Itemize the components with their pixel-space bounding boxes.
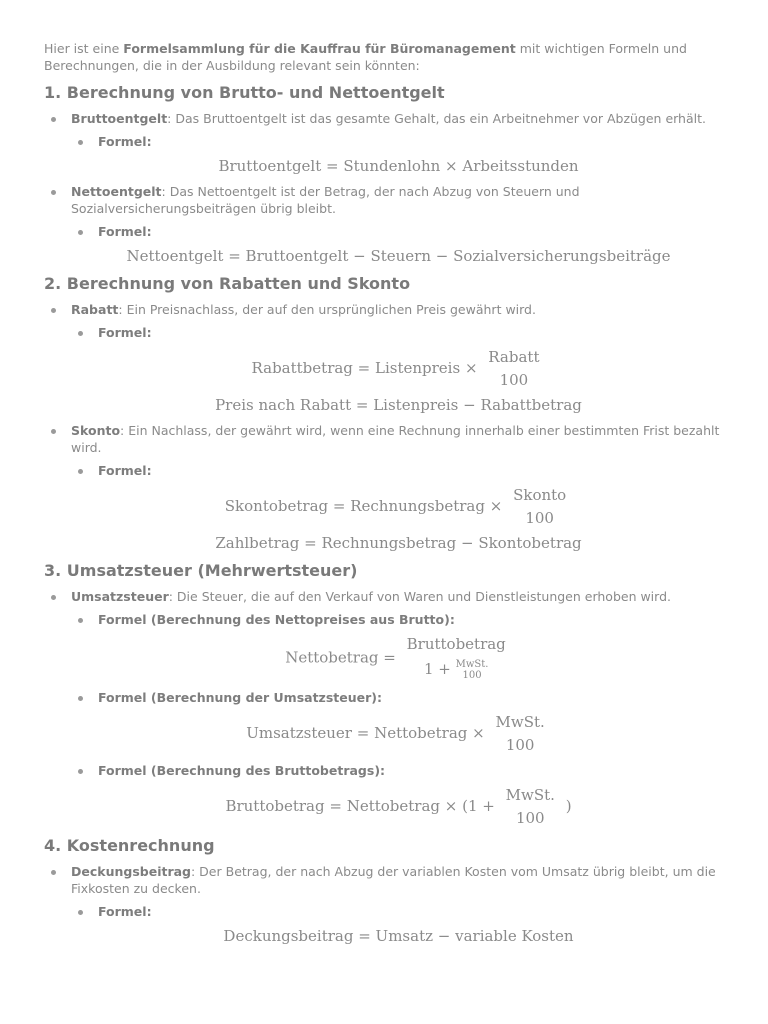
desc-rabatt: : Ein Preisnachlass, der auf den ursprünglichen Preis gewährt wird. bbox=[118, 302, 536, 317]
denominator: 100 bbox=[499, 371, 529, 389]
denominator: 100 bbox=[525, 509, 554, 527]
formula-label bbox=[71, 462, 726, 552]
section-2-list bbox=[44, 301, 726, 552]
denominator: 100 bbox=[515, 809, 545, 827]
desc-deckungsbeitrag: : Der Betrag, der nach Abzug der variablen Kosten vom Umsatz übrig bleibt, um die Fixkosten zu decken. bbox=[71, 864, 716, 896]
denominator-prefix: 1 + bbox=[423, 660, 451, 678]
section-3-list bbox=[44, 588, 726, 827]
desc-umsatzsteuer: : Die Steuer, die auf den Verkauf von Waren und Dienstleistungen erhoben wird. bbox=[168, 589, 671, 604]
formula-label bbox=[71, 133, 726, 175]
formula-label-text: Formel (Berechnung des Bruttobetrags) bbox=[98, 763, 381, 778]
formula-label-text: Formel bbox=[98, 463, 147, 478]
formula-colon: : bbox=[376, 690, 382, 705]
formula-colon: : bbox=[146, 224, 152, 239]
formula-colon: : bbox=[146, 325, 152, 340]
formula-label-text: Formel bbox=[98, 224, 147, 239]
desc-nettoentgelt: : Das Nettoentgelt ist der Betrag, der nach Abzug von Steuern und Sozialversicherungsbeiträgen übrig bleibt. bbox=[71, 184, 580, 216]
intro-bold: Formelsammlung für die Kauffrau für Büromanagement bbox=[123, 41, 516, 56]
section-4-heading: 4. Kostenrechnung bbox=[44, 836, 215, 855]
section-4-list bbox=[44, 863, 726, 945]
term-umsatzsteuer: Umsatzsteuer bbox=[71, 589, 169, 604]
formula-label bbox=[71, 223, 726, 265]
formula-lhs: Bruttobetrag = Nettobetrag × (1 + bbox=[225, 797, 495, 815]
formula-lhs: Skontobetrag = Rechnungsbetrag × bbox=[224, 497, 503, 515]
list-item-umsatzsteuer bbox=[44, 588, 726, 827]
formula-lhs: Umsatzsteuer = Nettobetrag × bbox=[246, 724, 485, 742]
formula-colon: : bbox=[146, 904, 152, 919]
formula-skontobetrag bbox=[71, 487, 726, 527]
formula-lhs: Rabattbetrag = Listenpreis × bbox=[251, 359, 478, 377]
formula-label-text: Formel bbox=[98, 134, 147, 149]
formula-label-text: Formel bbox=[98, 904, 147, 919]
formula-label bbox=[71, 324, 726, 414]
formula-label bbox=[71, 903, 726, 945]
desc-bruttoentgelt: : Das Bruttoentgelt ist das gesamte Gehalt, das ein Arbeitnehmer vor Abzügen erhält. bbox=[167, 111, 706, 126]
fraction bbox=[492, 714, 549, 754]
formula-label-text: Formel (Berechnung der Umsatzsteuer) bbox=[98, 690, 377, 705]
sub-list bbox=[71, 462, 726, 552]
formula-umsatzsteuer bbox=[71, 714, 726, 754]
section-2-heading: 2. Berechnung von Rabatten und Skonto bbox=[44, 274, 411, 293]
intro-text-end: mit wichtigen Formeln und Berechnungen, die in der Ausbildung relevant sein könnten: bbox=[44, 41, 687, 73]
list-item-bruttoentgelt bbox=[44, 110, 726, 175]
list-item-deckungsbeitrag bbox=[44, 863, 726, 945]
numerator: Rabatt bbox=[488, 348, 540, 366]
fraction bbox=[403, 636, 510, 681]
sub-list bbox=[71, 223, 726, 265]
desc-skonto: : Ein Nachlass, der gewährt wird, wenn eine Rechnung innerhalb einer bestimmten Frist bezahlt wird. bbox=[71, 423, 720, 455]
term-bruttoentgelt: Bruttoentgelt bbox=[71, 111, 168, 126]
inner-numerator: MwSt. bbox=[455, 659, 489, 670]
formula-rhs: ) bbox=[565, 797, 572, 815]
formula-zahlbetrag: Zahlbetrag = Rechnungsbetrag − Skontobetrag bbox=[215, 534, 582, 552]
term-nettoentgelt: Nettoentgelt bbox=[71, 184, 162, 199]
intro-paragraph bbox=[44, 40, 726, 74]
fraction bbox=[484, 349, 543, 389]
denominator bbox=[403, 656, 510, 681]
fraction bbox=[502, 787, 559, 827]
formula-rabattbetrag bbox=[71, 349, 726, 389]
term-rabatt: Rabatt bbox=[71, 302, 119, 317]
list-item-skonto bbox=[44, 422, 726, 552]
formula-label-umsatzsteuer bbox=[71, 689, 726, 754]
formula-label-text: Formel bbox=[98, 325, 147, 340]
formula-colon: : bbox=[449, 612, 455, 627]
sub-list bbox=[71, 324, 726, 414]
formula-label-nettopreis bbox=[71, 611, 726, 681]
list-item-rabatt bbox=[44, 301, 726, 414]
formula-label-text: Formel (Berechnung des Nettopreises aus Brutto) bbox=[98, 612, 450, 627]
formula-colon: : bbox=[380, 763, 386, 778]
formula-bruttoentgelt: Bruttoentgelt = Stundenlohn × Arbeitsstunden bbox=[218, 157, 579, 175]
formula-colon: : bbox=[146, 134, 152, 149]
formula-colon: : bbox=[146, 463, 152, 478]
inner-denominator: 100 bbox=[462, 670, 482, 681]
numerator: Bruttobetrag bbox=[406, 635, 506, 653]
section-3-heading: 3. Umsatzsteuer (Mehrwertsteuer) bbox=[44, 561, 358, 580]
formula-deckungsbeitrag: Deckungsbeitrag = Umsatz − variable Kosten bbox=[223, 927, 574, 945]
intro-text: Hier ist eine bbox=[44, 41, 124, 56]
term-deckungsbeitrag: Deckungsbeitrag bbox=[71, 864, 191, 879]
section-1-heading: 1. Berechnung von Brutto- und Nettoentgelt bbox=[44, 83, 445, 102]
formula-nettobetrag bbox=[71, 636, 726, 681]
fraction bbox=[509, 487, 570, 527]
term-skonto: Skonto bbox=[71, 423, 121, 438]
formula-lhs: Nettobetrag = bbox=[285, 648, 396, 667]
list-item-nettoentgelt bbox=[44, 183, 726, 265]
formula-bruttobetrag bbox=[71, 787, 726, 827]
formula-preis-nach-rabatt: Preis nach Rabatt = Listenpreis − Rabattbetrag bbox=[215, 396, 582, 414]
numerator: Skonto bbox=[513, 486, 567, 504]
inner-fraction bbox=[456, 659, 489, 681]
formula-label-bruttobetrag bbox=[71, 762, 726, 827]
section-1-list bbox=[44, 110, 726, 265]
numerator: MwSt. bbox=[495, 713, 545, 731]
sub-list bbox=[71, 903, 726, 945]
numerator: MwSt. bbox=[505, 786, 555, 804]
denominator: 100 bbox=[505, 736, 535, 754]
formula-nettoentgelt: Nettoentgelt = Bruttoentgelt − Steuern − Sozialversicherungsbeiträge bbox=[126, 247, 671, 265]
sub-list bbox=[71, 611, 726, 827]
sub-list bbox=[71, 133, 726, 175]
